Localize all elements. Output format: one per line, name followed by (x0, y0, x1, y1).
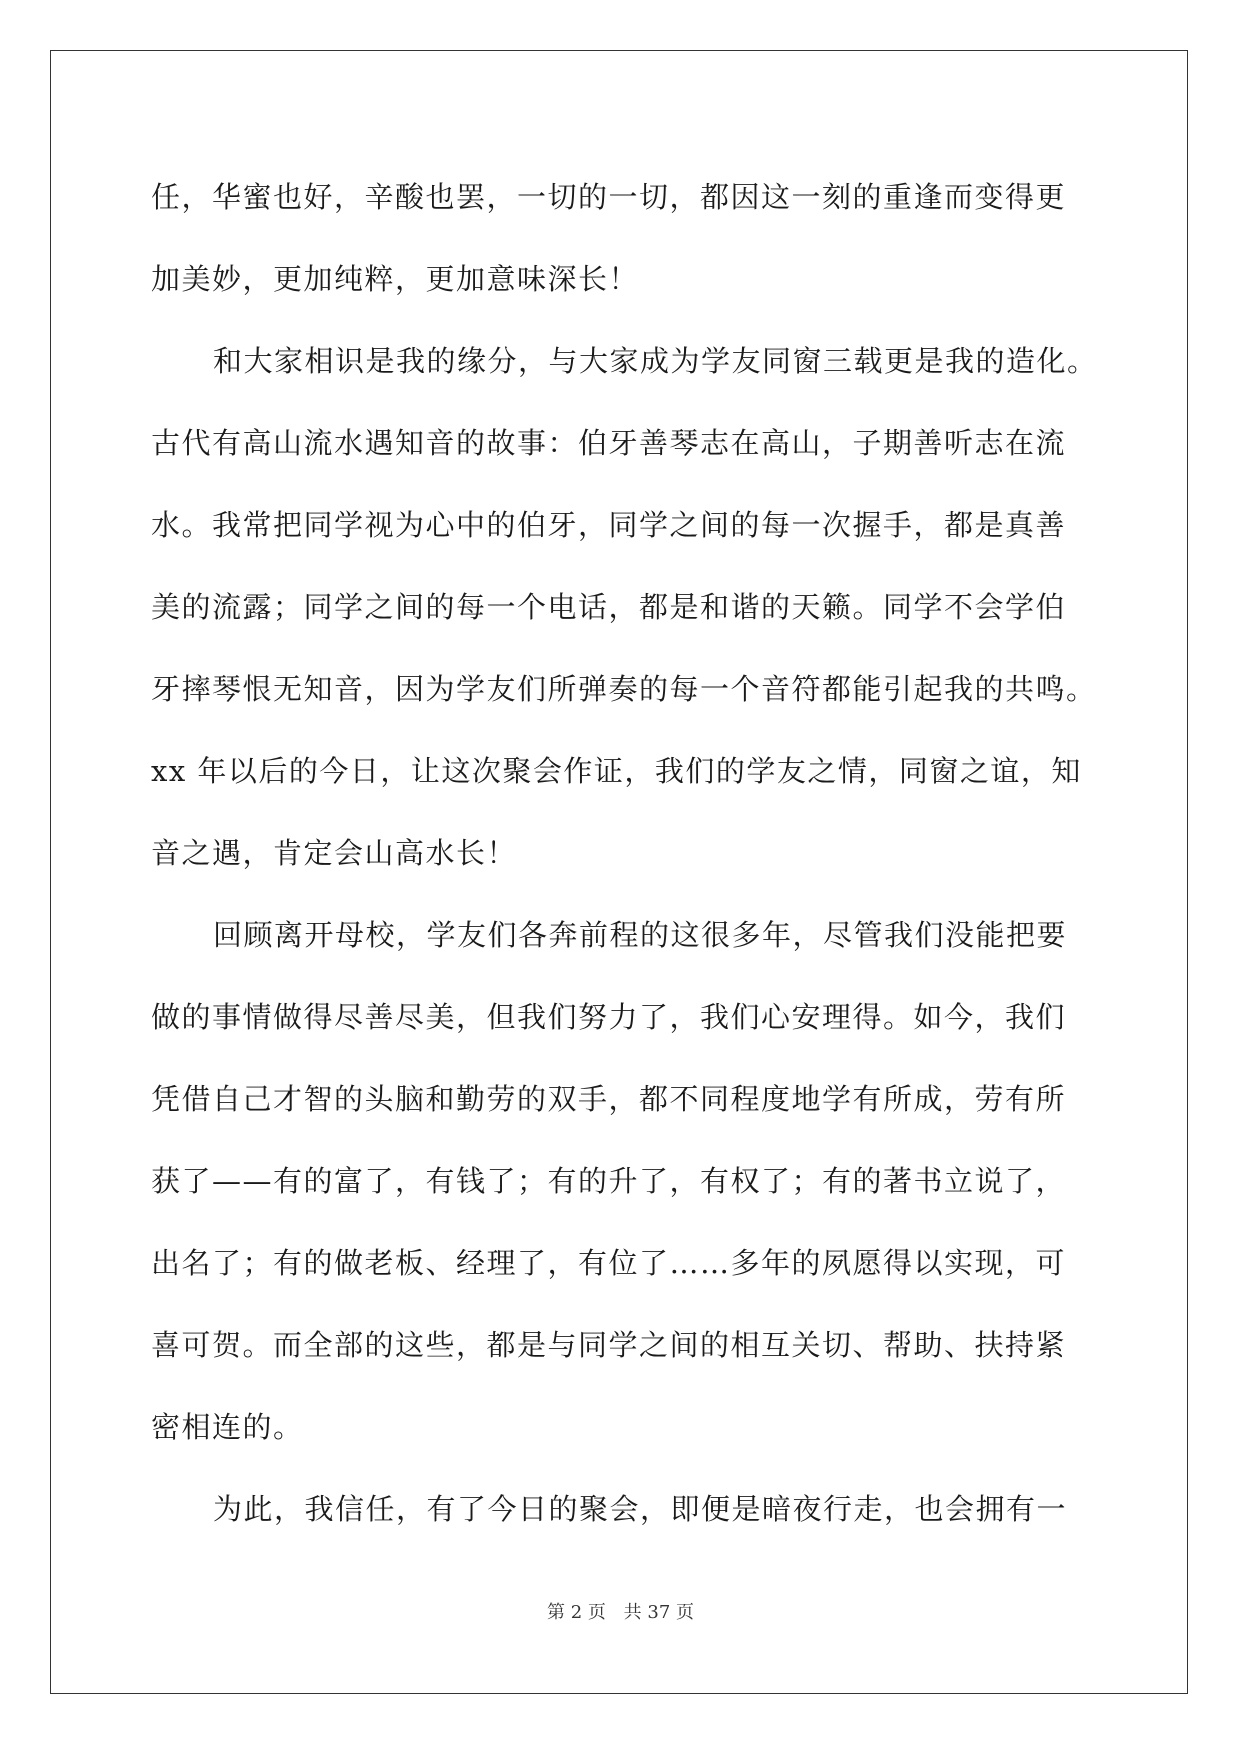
text-line: 获了——有的富了，有钱了；有的升了，有权了；有的著书立说了， (151, 1164, 1067, 1198)
text-line: 音之遇，肯定会山高水长！ (151, 836, 518, 870)
text-line: 加美妙，更加纯粹，更加意味深长！ (151, 262, 640, 296)
page-footer (0, 1598, 1241, 1624)
text-line: 回顾离开母校，学友们各奔前程的这很多年，尽管我们没能把要 (213, 918, 1068, 952)
text-line: 古代有高山流水遇知音的故事：伯牙善琴志在高山，子期善听志在流 (151, 426, 1067, 460)
text-line: 和大家相识是我的缘分，与大家成为学友同窗三载更是我的造化。 (213, 344, 1098, 378)
text-line: 美的流露；同学之间的每一个电话，都是和谐的天籁。同学不会学伯 (151, 590, 1067, 624)
page-number: 第 2 页 (547, 1602, 606, 1623)
text-line: 出名了；有的做老板、经理了，有位了……多年的夙愿得以实现，可 (151, 1246, 1067, 1280)
text-line: 为此，我信任，有了今日的聚会，即便是暗夜行走，也会拥有一 (213, 1492, 1068, 1526)
text-line: 水。我常把同学视为心中的伯牙，同学之间的每一次握手，都是真善 (151, 508, 1067, 542)
text-line: 凭借自己才智的头脑和勤劳的双手，都不同程度地学有所成，劳有所 (151, 1082, 1067, 1116)
text-line: xx 年以后的今日，让这次聚会作证，我们的学友之情，同窗之谊，知 (151, 754, 1082, 788)
text-line: 牙摔琴恨无知音，因为学友们所弹奏的每一个音符都能引起我的共鸣。 (151, 672, 1097, 706)
total-pages: 共 37 页 (623, 1602, 694, 1623)
text-line: 做的事情做得尽善尽美，但我们努力了，我们心安理得。如今，我们 (151, 1000, 1067, 1034)
document-body (151, 156, 1096, 1550)
text-line: 任，华蜜也好，辛酸也罢，一切的一切，都因这一刻的重逢而变得更 (151, 180, 1067, 214)
text-line: 喜可贺。而全部的这些，都是与同学之间的相互关切、帮助、扶持紧 (151, 1328, 1067, 1362)
text-line: 密相连的。 (151, 1410, 304, 1444)
